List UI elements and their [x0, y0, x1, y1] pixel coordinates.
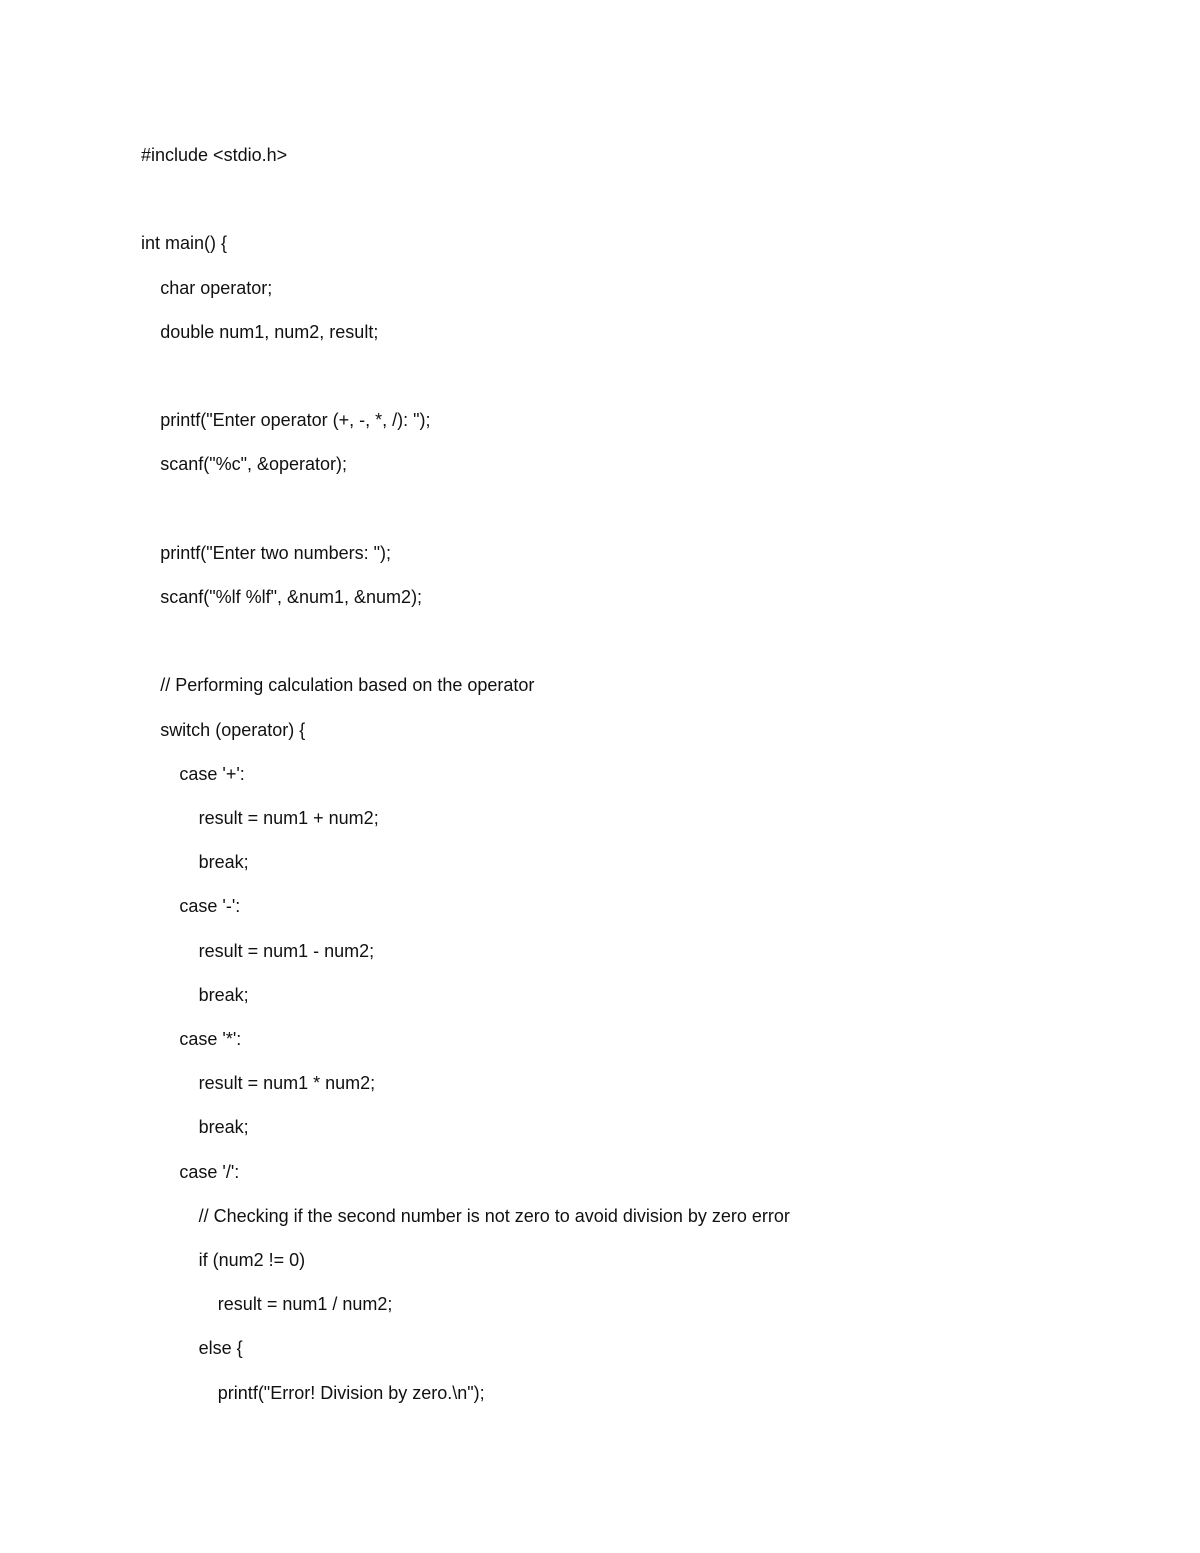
code-line: result = num1 * num2; — [198, 1073, 376, 1094]
code-line: int main() { — [141, 233, 228, 254]
code-line: case '-': — [179, 896, 241, 917]
code-line: case '/': — [179, 1161, 240, 1182]
code-line: double num1, num2, result; — [160, 321, 379, 342]
code-line: printf("Enter two numbers: "); — [160, 542, 392, 563]
code-line: break; — [198, 1117, 249, 1138]
code-line: result = num1 / num2; — [217, 1294, 393, 1315]
code-line: #include <stdio.h> — [141, 145, 288, 165]
code-line: if (num2 != 0) — [198, 1250, 306, 1270]
code-line: scanf("%lf %lf", &num1, &num2); — [160, 587, 423, 607]
code-line: printf("Error! Division by zero.\n"); — [217, 1382, 485, 1403]
code-line: case '*': — [179, 1029, 242, 1049]
code-line: result = num1 - num2; — [198, 940, 375, 961]
code-line: scanf("%c", &operator); — [160, 454, 348, 475]
code-line: switch (operator) { — [160, 719, 306, 740]
code-comment: // Performing calculation based on the operator — [160, 675, 535, 696]
code-line: case '+': — [179, 763, 245, 784]
code-line: printf("Enter operator (+, -, *, /): "); — [160, 410, 431, 431]
code-line: result = num1 + num2; — [198, 808, 379, 828]
code-line: char operator; — [160, 277, 273, 298]
code-line: break; — [198, 984, 249, 1005]
code-line: else { — [198, 1338, 243, 1359]
code-comment: // Checking if the second number is not zero to avoid division by zero error — [198, 1205, 790, 1226]
code-line: break; — [198, 852, 249, 873]
